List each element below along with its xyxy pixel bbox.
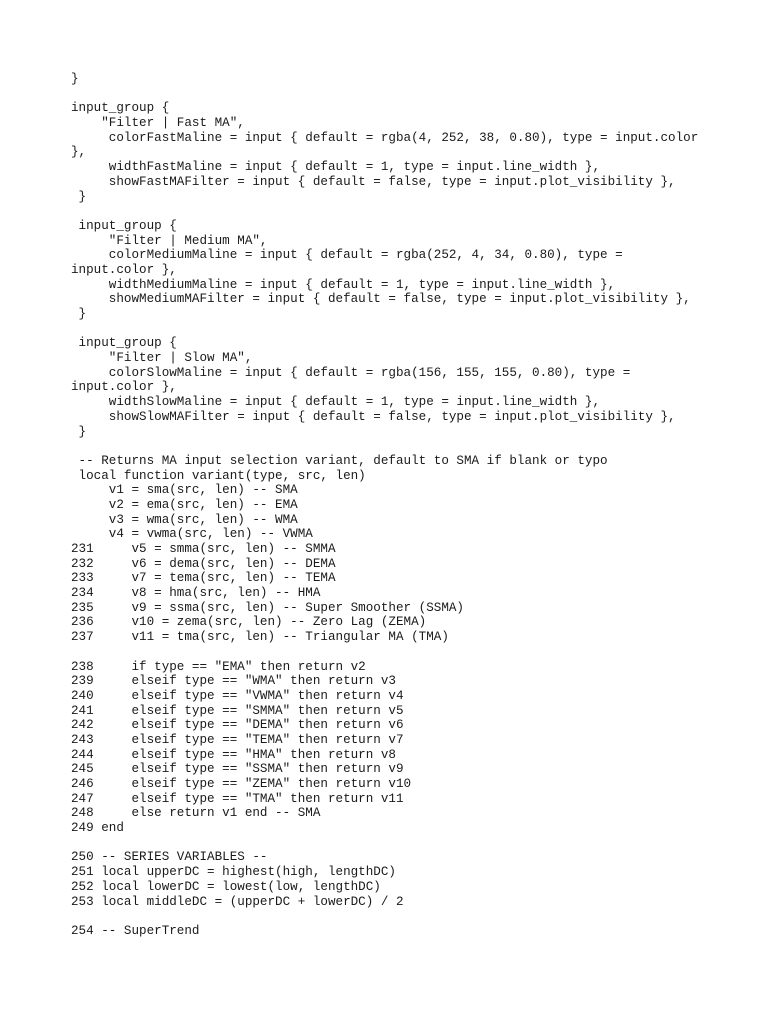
code-line: 235 v9 = ssma(src, len) -- Super Smoother (SSMA) [71, 600, 464, 615]
code-line: 253 local middleDC = (upperDC + lowerDC) / 2 [71, 894, 404, 909]
code-line: 237 v11 = tma(src, len) -- Triangular MA (TMA) [71, 630, 449, 645]
code-document [71, 72, 761, 939]
code-line: 251 local upperDC = highest(high, lengthDC) [71, 865, 396, 880]
blank-line [71, 645, 761, 660]
code-line: input_group { [71, 101, 170, 116]
code-line: 248 else return v1 end -- SMA [71, 806, 321, 821]
code-line: -- Returns MA input selection variant, default to SMA if blank or typo [71, 453, 608, 468]
code-line: 231 v5 = smma(src, len) -- SMMA [71, 542, 336, 556]
blank-line [71, 836, 761, 851]
code-line: v4 = vwma(src, len) -- VWMA [71, 527, 313, 542]
code-line: widthMediumMaline = input { default = 1, type = input.line_width }, [71, 277, 616, 292]
code-line: 252 local lowerDC = lowest(low, lengthDC) [71, 879, 381, 894]
code-line: } [71, 72, 79, 86]
blank-line [71, 322, 761, 337]
code-line: input.color }, [71, 262, 177, 277]
code-line: input.color }, [71, 380, 177, 395]
code-line: 247 elseif type == "TMA" then return v11 [71, 791, 404, 806]
code-line: v3 = wma(src, len) -- WMA [71, 512, 298, 527]
code-line: 244 elseif type == "HMA" then return v8 [71, 747, 396, 762]
code-line: 249 end [71, 821, 124, 836]
code-line: local function variant(type, src, len) [71, 468, 366, 483]
code-line: } [71, 424, 87, 439]
code-line: "Filter | Medium MA", [71, 233, 268, 248]
code-line: 236 v10 = zema(src, len) -- Zero Lag (ZEMA) [71, 615, 427, 630]
code-line: 243 elseif type == "TEMA" then return v7 [71, 732, 404, 747]
code-line: 240 elseif type == "VWMA" then return v4 [71, 688, 404, 703]
code-line: "Filter | Fast MA", [71, 116, 245, 131]
code-line: widthSlowMaline = input { default = 1, type = input.line_width }, [71, 395, 601, 410]
code-line: showFastMAFilter = input { default = false, type = input.plot_visibility }, [71, 174, 676, 189]
code-line: showMediumMAFilter = input { default = false, type = input.plot_visibility }, [71, 292, 691, 307]
blank-line [71, 909, 761, 924]
code-line: } [71, 189, 87, 204]
code-line: 245 elseif type == "SSMA" then return v9 [71, 762, 404, 777]
code-line: input_group { [71, 218, 177, 233]
code-line: "Filter | Slow MA", [71, 351, 253, 366]
code-line: showSlowMAFilter = input { default = false, type = input.plot_visibility }, [71, 409, 676, 424]
code-line: 233 v7 = tema(src, len) -- TEMA [71, 571, 336, 586]
code-line: 232 v6 = dema(src, len) -- DEMA [71, 556, 336, 571]
code-line: }, [71, 145, 87, 160]
blank-line [71, 204, 761, 219]
code-line: 234 v8 = hma(src, len) -- HMA [71, 586, 321, 601]
code-line: 239 elseif type == "WMA" then return v3 [71, 674, 396, 689]
code-line: input_group { [71, 336, 177, 351]
code-line: } [71, 307, 87, 321]
code-line: v2 = ema(src, len) -- EMA [71, 497, 298, 512]
code-line: 250 -- SERIES VARIABLES -- [71, 850, 268, 865]
code-line: widthFastMaline = input { default = 1, type = input.line_width }, [71, 160, 601, 175]
code-line: colorMediumMaline = input { default = rgba(252, 4, 34, 0.80), type = [71, 248, 623, 263]
code-line: 238 if type == "EMA" then return v2 [71, 659, 366, 674]
code-line: 254 -- SuperTrend [71, 923, 200, 938]
code-line: colorFastMaline = input { default = rgba(4, 252, 38, 0.80), type = input.color [71, 130, 699, 145]
blank-line [71, 87, 761, 102]
code-line: 246 elseif type == "ZEMA" then return v10 [71, 777, 412, 791]
code-line: 241 elseif type == "SMMA" then return v5 [71, 703, 404, 718]
code-line: colorSlowMaline = input { default = rgba(156, 155, 155, 0.80), type = [71, 365, 631, 380]
blank-line [71, 439, 761, 454]
code-line: v1 = sma(src, len) -- SMA [71, 483, 298, 498]
code-line: 242 elseif type == "DEMA" then return v6 [71, 718, 404, 733]
